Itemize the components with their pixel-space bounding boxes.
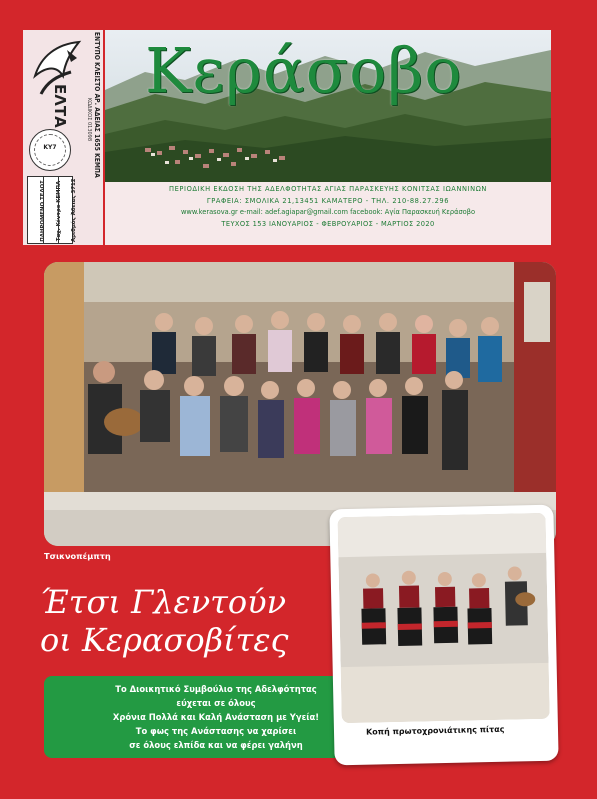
headline-line1: Έτσι Γλεντούν [40,583,287,621]
masthead-header [105,30,551,245]
postal-stamp [29,129,71,171]
publication-info [105,183,551,229]
pie-cutting-photo [329,505,558,766]
publication-subtitle: ΠΕΡΙΟΔΙΚΗ ΕΚΔΟΣΗ ΤΗΣ ΑΔΕΛΦΟΤΗΤΑΣ ΑΓΙΑΣ ΠΑΡΑΣΚΕΥΗΣ ΚΟΝΙΤΣΑΣ ΙΩΑΝΝΙΝΩΝ [169,184,487,193]
paid-number: Αριθμός Άδειας 3712 [71,178,77,242]
dancers-image [338,513,550,723]
photo2-caption: Κοπή πρωτοχρονιάτικης πίτας [365,724,505,737]
offices-address: ΓΡΑΦΕΙΑ: ΣΜΟΛΙΚΑ 21,13451 ΚΑΜΑΤΕΡΟ - ΤΗΛ. 210-88.27.296 [206,195,450,205]
main-photo-caption: Τσικνοπέμπτη [44,551,111,561]
greeting-line5: σε όλους ελπίδα και να φέρει γαλήνη [129,740,303,750]
greeting-line2: εύχεται σε όλους [176,698,256,708]
headline-line2: οι Κερασοβίτες [40,621,289,659]
magazine-title: Κεράσοβο [145,34,463,107]
paid-center: Ταχ. Κέντρο ΚΕΜΠΑ [56,180,62,242]
svg-text:ΕΛΤΑ: ΕΛΤΑ [51,84,69,128]
paid-fee-box [27,176,77,244]
contact-info: www.kerasova.gr e-mail: adef.agiapar@gmail.com facebook: Αγία Παρασκευή Κεράσοβο [180,207,476,217]
group-photo-image [44,262,556,546]
stamp-code: ΚΥ7 [43,144,57,151]
greeting-line3: Χρόνια Πολλά και Καλή Ανάσταση με Υγεία! [112,712,320,722]
postal-code: ΚΩΔΙΚΟΣ 013098 [86,98,92,142]
postal-permit: ΕΝΤΥΠΟ ΚΛΕΙΣΤΟ ΑΡ. ΑΔΕΙΑΣ 1655 ΚΕΜΠΑ [93,32,101,178]
postal-strip [23,30,103,245]
headline [40,583,350,659]
issue-info: ΤΕΥΧΟΣ 153 ΙΑΝΟΥΑΡΙΟΣ - ΦΕΒΡΟΥΑΡΙΟΣ - ΜΑΡΤΙΟΣ 2020 [221,218,435,228]
village-banner [105,30,551,182]
elta-logo-icon [27,36,89,128]
group-photo [44,262,556,546]
paid-label: ΠΛΗΡΩΜΕΝΟ ΤΕΛΟΣ [40,180,46,242]
greeting-line4: Το φως της Ανάστασης να χαρίσει [135,726,297,736]
greeting-line1: Το Διοικητικό Συμβούλιο της Αδελφότητας [115,684,317,694]
